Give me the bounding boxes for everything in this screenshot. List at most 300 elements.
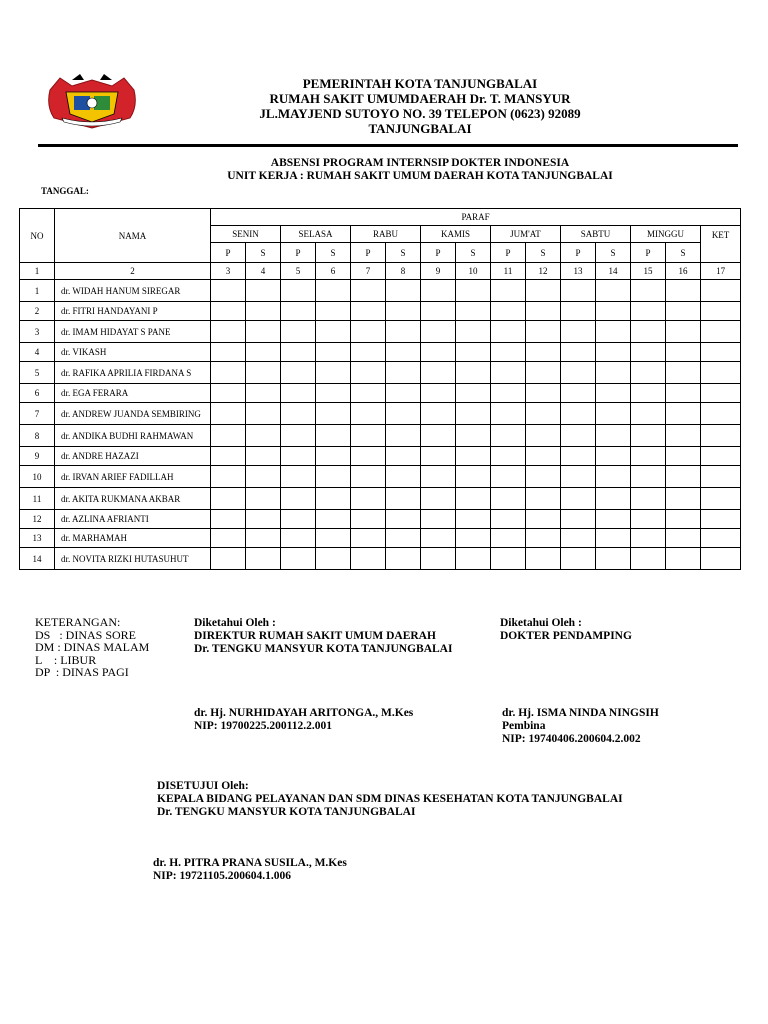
attendance-cell[interactable]: [561, 466, 596, 488]
attendance-cell[interactable]: [596, 403, 631, 425]
attendance-cell[interactable]: [561, 403, 596, 425]
attendance-cell[interactable]: [631, 343, 666, 362]
attendance-cell[interactable]: [631, 384, 666, 403]
column-number: 9: [421, 263, 456, 280]
attendance-cell[interactable]: [561, 280, 596, 302]
doctor-name: dr. AKITA RUKMANA AKBAR: [55, 488, 211, 510]
attendance-cell[interactable]: [211, 321, 246, 343]
doctor-name: dr. RAFIKA APRILIA FIRDANA S: [55, 362, 211, 384]
attendance-cell[interactable]: [211, 466, 246, 488]
letterhead: [150, 76, 690, 136]
attendance-cell[interactable]: [456, 466, 491, 488]
signature-director-role-2: Dr. TENGKU MANSYUR KOTA TANJUNGBALAI: [194, 643, 453, 655]
attendance-cell[interactable]: [526, 280, 561, 302]
attendance-cell[interactable]: [281, 302, 316, 321]
doctor-name: dr. ANDREW JUANDA SEMBIRING: [55, 403, 211, 425]
attendance-cell[interactable]: [456, 321, 491, 343]
attendance-cell[interactable]: [561, 548, 596, 570]
attendance-cell[interactable]: [596, 447, 631, 466]
attendance-cell[interactable]: [596, 510, 631, 529]
ket-cell[interactable]: [701, 466, 741, 488]
signature-supervisor-rank: Pembina: [502, 720, 546, 732]
row-number: 1: [20, 280, 55, 302]
header-paraf: PARAF: [211, 209, 741, 226]
attendance-cell[interactable]: [351, 425, 386, 447]
signature-director-nip: NIP: 19700225.200112.2.001: [194, 720, 332, 732]
attendance-cell[interactable]: [281, 343, 316, 362]
header-ps-p: P: [491, 243, 526, 263]
attendance-cell[interactable]: [246, 510, 281, 529]
attendance-cell[interactable]: [491, 425, 526, 447]
signature-approval-role-1: KEPALA BIDANG PELAYANAN DAN SDM DINAS KESEHATAN KOTA TANJUNGBALAI: [157, 793, 623, 805]
attendance-cell[interactable]: [246, 384, 281, 403]
attendance-cell[interactable]: [456, 280, 491, 302]
legend: [35, 616, 149, 679]
attendance-cell[interactable]: [596, 302, 631, 321]
attendance-cell[interactable]: [421, 447, 456, 466]
attendance-cell[interactable]: [351, 403, 386, 425]
attendance-cell[interactable]: [386, 425, 421, 447]
doctor-name: dr. FITRI HANDAYANI P: [55, 302, 211, 321]
attendance-cell[interactable]: [491, 280, 526, 302]
attendance-cell[interactable]: [491, 384, 526, 403]
attendance-cell[interactable]: [211, 403, 246, 425]
table-row: [20, 425, 741, 447]
attendance-cell[interactable]: [246, 321, 281, 343]
attendance-cell[interactable]: [316, 488, 351, 510]
attendance-cell[interactable]: [666, 548, 701, 570]
column-number: 16: [666, 263, 701, 280]
attendance-cell[interactable]: [456, 384, 491, 403]
attendance-cell[interactable]: [526, 403, 561, 425]
attendance-cell[interactable]: [596, 425, 631, 447]
signature-approval-nip: NIP: 19721105.200604.1.006: [153, 870, 291, 882]
attendance-cell[interactable]: [351, 548, 386, 570]
attendance-cell[interactable]: [631, 302, 666, 321]
attendance-cell[interactable]: [316, 384, 351, 403]
attendance-cell[interactable]: [386, 510, 421, 529]
attendance-cell[interactable]: [596, 384, 631, 403]
table-row: [20, 488, 741, 510]
attendance-cell[interactable]: [491, 488, 526, 510]
document-title-line-2: UNIT KERJA : RUMAH SAKIT UMUM DAERAH KOTA TANJUNGBALAI: [227, 170, 613, 182]
attendance-cell[interactable]: [211, 280, 246, 302]
attendance-cell[interactable]: [316, 529, 351, 548]
attendance-cell[interactable]: [631, 510, 666, 529]
attendance-cell[interactable]: [631, 488, 666, 510]
attendance-cell[interactable]: [631, 466, 666, 488]
attendance-cell[interactable]: [281, 403, 316, 425]
attendance-cell[interactable]: [351, 529, 386, 548]
ket-cell[interactable]: [701, 548, 741, 570]
signature-director-role-1: DIREKTUR RUMAH SAKIT UMUM DAERAH: [194, 630, 436, 642]
attendance-cell[interactable]: [246, 302, 281, 321]
attendance-cell[interactable]: [281, 280, 316, 302]
attendance-cell[interactable]: [456, 510, 491, 529]
attendance-cell[interactable]: [561, 384, 596, 403]
attendance-cell[interactable]: [246, 466, 281, 488]
header-nama: NAMA: [55, 209, 211, 263]
attendance-cell[interactable]: [351, 384, 386, 403]
attendance-cell[interactable]: [281, 321, 316, 343]
column-number: 11: [491, 263, 526, 280]
attendance-cell[interactable]: [281, 362, 316, 384]
ket-cell[interactable]: [701, 447, 741, 466]
row-number: 7: [20, 403, 55, 425]
attendance-cell[interactable]: [421, 362, 456, 384]
attendance-cell[interactable]: [561, 343, 596, 362]
attendance-cell[interactable]: [421, 343, 456, 362]
ket-cell[interactable]: [701, 425, 741, 447]
legend-item-dp: DP : DINAS PAGI: [35, 665, 129, 679]
attendance-cell[interactable]: [491, 510, 526, 529]
letterhead-line-1: PEMERINTAH KOTA TANJUNGBALAI: [302, 76, 538, 91]
attendance-cell[interactable]: [386, 529, 421, 548]
table-row: [20, 321, 741, 343]
attendance-cell[interactable]: [666, 321, 701, 343]
attendance-cell[interactable]: [211, 362, 246, 384]
attendance-cell[interactable]: [211, 343, 246, 362]
doctor-name: dr. AZLINA AFRIANTI: [55, 510, 211, 529]
signature-supervisor-label: Diketahui Oleh :: [500, 617, 582, 629]
attendance-cell[interactable]: [421, 403, 456, 425]
attendance-cell[interactable]: [491, 403, 526, 425]
attendance-cell[interactable]: [561, 447, 596, 466]
attendance-cell[interactable]: [386, 280, 421, 302]
attendance-cell[interactable]: [386, 321, 421, 343]
attendance-cell[interactable]: [421, 302, 456, 321]
attendance-cell[interactable]: [456, 403, 491, 425]
ket-cell[interactable]: [701, 321, 741, 343]
attendance-cell[interactable]: [526, 466, 561, 488]
table-row: [20, 280, 741, 302]
attendance-cell[interactable]: [456, 343, 491, 362]
attendance-cell[interactable]: [386, 548, 421, 570]
header-ps-s: S: [246, 243, 281, 263]
attendance-cell[interactable]: [456, 425, 491, 447]
signature-supervisor-role: DOKTER PENDAMPING: [500, 630, 632, 642]
attendance-cell[interactable]: [456, 488, 491, 510]
header-day-selasa: SELASA: [281, 226, 351, 243]
attendance-cell[interactable]: [281, 548, 316, 570]
header-day-kamis: KAMIS: [421, 226, 491, 243]
attendance-cell[interactable]: [526, 321, 561, 343]
attendance-cell[interactable]: [526, 425, 561, 447]
attendance-cell[interactable]: [246, 343, 281, 362]
header-day-jumat: JUM'AT: [491, 226, 561, 243]
attendance-cell[interactable]: [246, 447, 281, 466]
attendance-cell[interactable]: [526, 447, 561, 466]
attendance-cell[interactable]: [666, 302, 701, 321]
document-title-line-1: ABSENSI PROGRAM INTERNSIP DOKTER INDONESIA: [270, 157, 570, 169]
row-number: 8: [20, 425, 55, 447]
signature-supervisor-name: dr. Hj. ISMA NINDA NINGSIH: [502, 707, 659, 719]
attendance-cell[interactable]: [561, 321, 596, 343]
attendance-cell[interactable]: [246, 488, 281, 510]
table-row: [20, 343, 741, 362]
doctor-name: dr. WIDAH HANUM SIREGAR: [55, 280, 211, 302]
attendance-cell[interactable]: [526, 343, 561, 362]
attendance-cell[interactable]: [246, 425, 281, 447]
attendance-cell[interactable]: [456, 362, 491, 384]
column-number: 4: [246, 263, 281, 280]
attendance-cell[interactable]: [386, 362, 421, 384]
attendance-cell[interactable]: [596, 466, 631, 488]
attendance-cell[interactable]: [246, 280, 281, 302]
attendance-cell[interactable]: [421, 384, 456, 403]
attendance-cell[interactable]: [491, 321, 526, 343]
attendance-cell[interactable]: [386, 384, 421, 403]
attendance-cell[interactable]: [526, 548, 561, 570]
header-ps-s: S: [596, 243, 631, 263]
ket-cell[interactable]: [701, 384, 741, 403]
attendance-cell[interactable]: [526, 362, 561, 384]
attendance-cell[interactable]: [666, 384, 701, 403]
attendance-cell[interactable]: [491, 447, 526, 466]
attendance-cell[interactable]: [491, 343, 526, 362]
attendance-cell[interactable]: [351, 510, 386, 529]
attendance-cell[interactable]: [316, 343, 351, 362]
attendance-cell[interactable]: [666, 280, 701, 302]
doctor-name: dr. VIKASH: [55, 343, 211, 362]
header-ps-s: S: [526, 243, 561, 263]
row-number: 6: [20, 384, 55, 403]
row-number: 4: [20, 343, 55, 362]
attendance-cell[interactable]: [456, 302, 491, 321]
attendance-cell[interactable]: [456, 529, 491, 548]
attendance-cell[interactable]: [386, 343, 421, 362]
attendance-cell[interactable]: [281, 447, 316, 466]
ket-cell[interactable]: [701, 280, 741, 302]
row-number: 9: [20, 447, 55, 466]
row-number: 5: [20, 362, 55, 384]
attendance-cell[interactable]: [281, 425, 316, 447]
attendance-cell[interactable]: [526, 529, 561, 548]
attendance-cell[interactable]: [316, 362, 351, 384]
attendance-cell[interactable]: [421, 321, 456, 343]
header-ps-p: P: [211, 243, 246, 263]
attendance-cell[interactable]: [596, 529, 631, 548]
attendance-cell[interactable]: [351, 447, 386, 466]
ket-cell[interactable]: [701, 403, 741, 425]
column-number: 3: [211, 263, 246, 280]
attendance-cell[interactable]: [631, 280, 666, 302]
signature-supervisor: [500, 617, 632, 643]
attendance-cell[interactable]: [631, 321, 666, 343]
attendance-cell[interactable]: [316, 548, 351, 570]
attendance-cell[interactable]: [351, 343, 386, 362]
header-ps-p: P: [561, 243, 596, 263]
ket-cell[interactable]: [701, 302, 741, 321]
signature-approval-role-2: Dr. TENGKU MANSYUR KOTA TANJUNGBALAI: [157, 806, 416, 818]
ket-cell[interactable]: [701, 510, 741, 529]
attendance-cell[interactable]: [421, 425, 456, 447]
header-ps-p: P: [421, 243, 456, 263]
signature-director-name-block: [194, 707, 413, 733]
attendance-cell[interactable]: [351, 321, 386, 343]
attendance-cell[interactable]: [666, 488, 701, 510]
doctor-name: dr. NOVITA RIZKI HUTASUHUT: [55, 548, 211, 570]
attendance-cell[interactable]: [596, 548, 631, 570]
attendance-cell[interactable]: [246, 529, 281, 548]
attendance-cell[interactable]: [561, 488, 596, 510]
ket-cell[interactable]: [701, 529, 741, 548]
attendance-cell[interactable]: [666, 466, 701, 488]
column-number: 12: [526, 263, 561, 280]
attendance-cell[interactable]: [666, 403, 701, 425]
attendance-cell[interactable]: [386, 447, 421, 466]
attendance-cell[interactable]: [666, 343, 701, 362]
attendance-cell[interactable]: [421, 280, 456, 302]
signature-approval-name-block: [153, 857, 347, 883]
column-number: 15: [631, 263, 666, 280]
attendance-cell[interactable]: [211, 425, 246, 447]
attendance-cell[interactable]: [351, 488, 386, 510]
attendance-cell[interactable]: [316, 321, 351, 343]
attendance-cell[interactable]: [526, 302, 561, 321]
attendance-cell[interactable]: [211, 548, 246, 570]
attendance-cell[interactable]: [526, 510, 561, 529]
signature-supervisor-nip: NIP: 19740406.200604.2.002: [502, 733, 641, 745]
signature-director-label: Diketahui Oleh :: [194, 617, 276, 629]
attendance-cell[interactable]: [561, 529, 596, 548]
attendance-cell[interactable]: [491, 466, 526, 488]
attendance-cell[interactable]: [386, 302, 421, 321]
attendance-cell[interactable]: [491, 362, 526, 384]
attendance-cell[interactable]: [491, 548, 526, 570]
attendance-cell[interactable]: [666, 510, 701, 529]
attendance-cell[interactable]: [631, 362, 666, 384]
attendance-cell[interactable]: [666, 529, 701, 548]
attendance-cell[interactable]: [386, 466, 421, 488]
legend-item-ds: DS : DINAS SORE: [35, 627, 137, 642]
attendance-cell[interactable]: [281, 384, 316, 403]
attendance-cell[interactable]: [561, 510, 596, 529]
attendance-cell[interactable]: [211, 488, 246, 510]
attendance-cell[interactable]: [211, 447, 246, 466]
attendance-cell[interactable]: [666, 362, 701, 384]
attendance-cell[interactable]: [421, 488, 456, 510]
attendance-cell[interactable]: [386, 403, 421, 425]
attendance-cell[interactable]: [456, 447, 491, 466]
attendance-cell[interactable]: [421, 548, 456, 570]
attendance-cell[interactable]: [316, 510, 351, 529]
attendance-cell[interactable]: [316, 403, 351, 425]
legend-item-dm: DM : DINAS MALAM: [35, 640, 150, 654]
attendance-cell[interactable]: [561, 302, 596, 321]
doctor-name: dr. IMAM HIDAYAT S PANE: [55, 321, 211, 343]
attendance-cell[interactable]: [596, 343, 631, 362]
attendance-cell[interactable]: [421, 466, 456, 488]
attendance-cell[interactable]: [281, 510, 316, 529]
table-row: [20, 466, 741, 488]
doctor-name: dr. MARHAMAH: [55, 529, 211, 548]
table-row: [20, 529, 741, 548]
signature-supervisor-name-block: [502, 707, 659, 746]
attendance-cell[interactable]: [526, 488, 561, 510]
attendance-cell[interactable]: [631, 425, 666, 447]
attendance-cell[interactable]: [631, 529, 666, 548]
ket-cell[interactable]: [701, 488, 741, 510]
column-number: 7: [351, 263, 386, 280]
attendance-cell[interactable]: [596, 280, 631, 302]
attendance-cell[interactable]: [561, 362, 596, 384]
row-number: 2: [20, 302, 55, 321]
attendance-cell[interactable]: [316, 466, 351, 488]
attendance-cell[interactable]: [456, 548, 491, 570]
attendance-cell[interactable]: [211, 302, 246, 321]
attendance-table: [19, 208, 741, 570]
attendance-cell[interactable]: [316, 425, 351, 447]
attendance-cell[interactable]: [211, 529, 246, 548]
attendance-cell[interactable]: [526, 384, 561, 403]
attendance-cell[interactable]: [631, 447, 666, 466]
header-ket: KET: [701, 226, 741, 263]
column-number: 10: [456, 263, 491, 280]
signature-approval: [157, 780, 623, 819]
column-number: 8: [386, 263, 421, 280]
header-day-sabtu: SABTU: [561, 226, 631, 243]
attendance-cell[interactable]: [351, 362, 386, 384]
ket-cell[interactable]: [701, 343, 741, 362]
attendance-cell[interactable]: [316, 447, 351, 466]
attendance-cell[interactable]: [491, 302, 526, 321]
attendance-cell[interactable]: [596, 488, 631, 510]
column-number: 17: [701, 263, 741, 280]
attendance-cell[interactable]: [631, 548, 666, 570]
attendance-cell[interactable]: [211, 510, 246, 529]
attendance-cell[interactable]: [316, 280, 351, 302]
date-label: TANGGAL:: [41, 186, 89, 196]
attendance-cell[interactable]: [666, 447, 701, 466]
attendance-cell[interactable]: [491, 529, 526, 548]
attendance-cell[interactable]: [351, 280, 386, 302]
attendance-cell[interactable]: [421, 529, 456, 548]
attendance-cell[interactable]: [316, 302, 351, 321]
attendance-cell[interactable]: [281, 488, 316, 510]
attendance-cell[interactable]: [281, 529, 316, 548]
legend-title: KETERANGAN:: [35, 615, 121, 629]
attendance-cell[interactable]: [596, 362, 631, 384]
attendance-cell[interactable]: [246, 403, 281, 425]
table-row: [20, 362, 741, 384]
attendance-cell[interactable]: [351, 302, 386, 321]
table-row: [20, 510, 741, 529]
attendance-cell[interactable]: [421, 510, 456, 529]
table-row: [20, 548, 741, 570]
header-day-minggu: MINGGU: [631, 226, 701, 243]
ket-cell[interactable]: [701, 362, 741, 384]
attendance-cell[interactable]: [211, 384, 246, 403]
signature-approval-label: DISETUJUI Oleh:: [157, 780, 249, 792]
table-row: [20, 403, 741, 425]
attendance-cell[interactable]: [281, 466, 316, 488]
attendance-cell[interactable]: [666, 425, 701, 447]
letterhead-divider: [38, 144, 738, 147]
column-number: 13: [561, 263, 596, 280]
attendance-cell[interactable]: [351, 466, 386, 488]
legend-item-l: L : LIBUR: [35, 652, 97, 667]
attendance-cell[interactable]: [386, 488, 421, 510]
attendance-cell[interactable]: [561, 425, 596, 447]
attendance-cell[interactable]: [596, 321, 631, 343]
header-ps-p: P: [631, 243, 666, 263]
attendance-cell[interactable]: [246, 548, 281, 570]
attendance-cell[interactable]: [631, 403, 666, 425]
attendance-cell[interactable]: [246, 362, 281, 384]
row-number: 3: [20, 321, 55, 343]
document-title: [150, 157, 690, 183]
